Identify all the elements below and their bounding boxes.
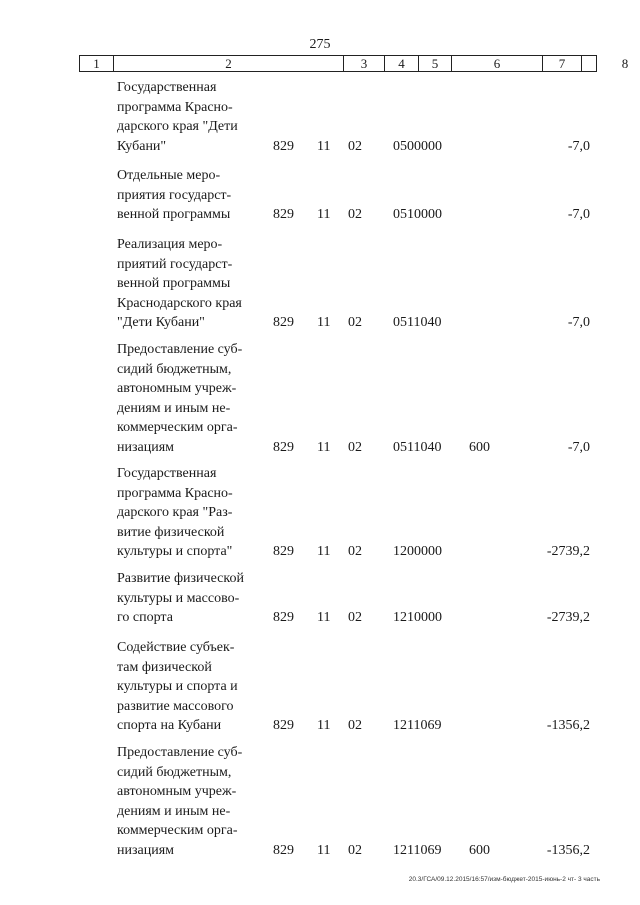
row-name-line: дарского края "Дети [117,119,238,134]
header-col-7: 7 [543,56,582,71]
cell-c3: 829 [273,138,294,154]
row-name-line: Отдельные меро- [117,168,221,183]
cell-c4: 11 [317,138,331,154]
row-name-line: коммерческим орга- [117,823,238,838]
cell-c5: 02 [348,315,362,330]
row-name-line: автономным учреж- [117,784,237,799]
row-name-line: программа Красно- [117,99,233,115]
row-name-line: низациям [117,439,175,455]
row-name-line: культуры и спорта и [117,679,238,694]
row-name-line: приятия государст- [117,187,232,203]
cell-c3: 829 [273,315,294,330]
row-name [117,340,261,457]
cell-c5: 02 [348,207,362,222]
header-col-1: 1 [80,56,114,71]
cell-c8: -1356,2 [546,718,590,733]
row-name-line: Развитие физической [117,571,244,586]
cell-c4: 11 [317,439,331,455]
row-name-line: программа Красно- [117,485,233,501]
cell-c3: 829 [273,718,294,733]
cell-c5: 02 [348,544,362,559]
row-name-line: "Дети Кубани" [117,315,205,330]
row-name-line: Предоставление суб- [117,745,243,760]
row-name-line: Реализация меро- [117,237,223,252]
header-col-2: 2 [114,56,344,71]
cell-c8: -7,0 [567,207,590,222]
cell-c8: -2739,2 [546,544,590,559]
row-name [117,235,261,333]
row-name-line: витие физической [117,524,225,540]
row-name-line: коммерческим орга- [117,420,238,435]
table-header [79,55,629,72]
row-name-line: венной программы [117,276,231,291]
row-name-line: дениям и иным не- [117,400,231,416]
cell-c3: 829 [273,842,294,858]
row-name-line: Государственная [117,80,217,95]
row-name-line: развитие массового [117,698,234,714]
cell-c8: -7,0 [567,315,590,330]
cell-c5: 02 [348,842,362,858]
header-col-5: 5 [419,56,452,71]
cell-c7: 600 [469,842,490,858]
cell-c8: -2739,2 [546,610,590,625]
row-name [117,743,261,860]
cell-c5: 02 [348,718,362,733]
cell-c5: 02 [348,610,362,625]
header-col-8: 8 [621,56,629,71]
cell-c4: 11 [317,315,331,330]
document-footer: 20.3/ГСА/09.12.2015/16:57/изм-бюджет-2015-июнь-2 чт- 3 часть [408,876,600,883]
cell-c6: 0511040 [393,439,442,455]
row-name-line: сидий бюджетным, [117,361,232,377]
row-name-line: Кубани" [117,138,167,154]
row-name-line: низациям [117,842,175,858]
row-name-line: Государственная [117,466,217,481]
cell-c3: 829 [273,207,294,222]
row-name-line: спорта на Кубани [117,718,222,733]
row-name-line: Содействие субъек- [117,640,235,655]
cell-c6: 1211069 [393,718,442,733]
cell-c3: 829 [273,610,294,625]
row-name [117,638,261,736]
row-name-line: дарского края "Раз- [117,505,233,520]
cell-c4: 11 [317,207,331,222]
cell-c4: 11 [317,610,331,625]
header-col-4: 4 [385,56,419,71]
row-name-line: автономным учреж- [117,381,237,396]
cell-c8: -1356,2 [546,842,590,858]
cell-c5: 02 [348,138,362,154]
row-name-line: Предоставление суб- [117,342,243,357]
cell-c7: 600 [469,439,490,455]
row-name-line: там физической [117,659,212,675]
row-name-line: дениям и иным не- [117,803,231,819]
row-name-line: сидий бюджетным, [117,764,232,780]
row-name [117,464,261,562]
cell-c4: 11 [317,544,331,559]
cell-c6: 1211069 [393,842,442,858]
row-name-line: го спорта [117,610,173,625]
cell-c6: 0500000 [393,138,442,154]
page-number: 275 [309,37,331,52]
cell-c8: -7,0 [567,138,590,154]
header-col-6: 6 [452,56,543,71]
cell-c4: 11 [317,718,331,733]
cell-c3: 829 [273,439,294,455]
row-name-line: культуры и массово- [117,590,240,606]
cell-c3: 829 [273,544,294,559]
cell-c4: 11 [317,842,331,858]
row-name [117,78,261,156]
cell-c6: 0511040 [393,315,442,330]
row-name-line: культуры и спорта" [117,544,233,559]
row-name [117,569,261,628]
cell-c6: 1200000 [393,544,442,559]
cell-c6: 1210000 [393,610,442,625]
row-name [117,166,261,225]
header-col-3: 3 [344,56,385,71]
row-name-line: приятий государст- [117,256,233,272]
cell-c6: 0510000 [393,207,442,222]
cell-c8: -7,0 [567,439,590,455]
row-name-line: Краснодарского края [117,295,242,311]
cell-c5: 02 [348,439,362,455]
row-name-line: венной программы [117,207,231,222]
